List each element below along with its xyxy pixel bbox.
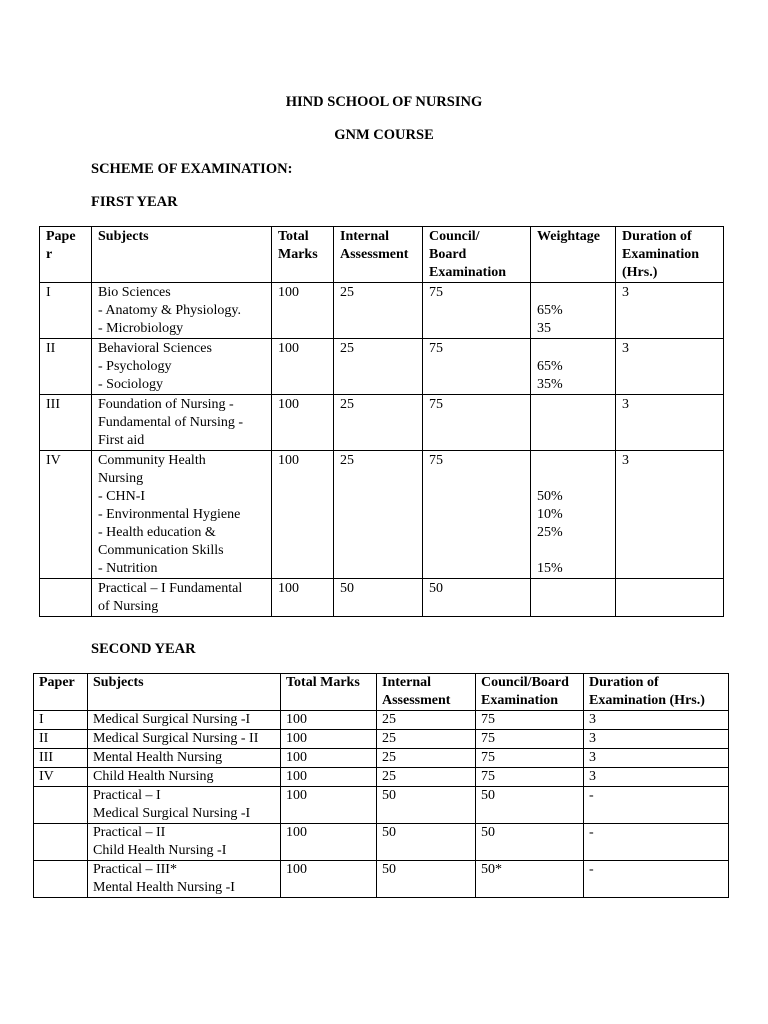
cell-paper-line: IV: [39, 769, 54, 784]
cell-total-line: 100: [278, 285, 299, 300]
cell-internal-line: 50: [382, 788, 396, 803]
table-row: [34, 730, 729, 749]
cell-internal-line: 25: [340, 397, 354, 412]
cell-paper: [34, 768, 88, 787]
cell-total: [272, 339, 334, 395]
cell-internal: [334, 339, 423, 395]
cell-subjects: [92, 451, 272, 579]
cell-subjects-line: - Health education &: [98, 525, 216, 540]
cell-council: [476, 730, 584, 749]
cell-council: [423, 339, 531, 395]
column-header-paper-line: Paper: [39, 675, 75, 690]
cell-weightage-line: [537, 470, 609, 488]
cell-weightage-line: 35: [537, 321, 551, 336]
second-year-table: [33, 673, 729, 898]
cell-duration: [616, 451, 724, 579]
cell-internal-line: 25: [340, 341, 354, 356]
cell-weightage: [531, 579, 616, 617]
cell-total-line: 100: [286, 712, 307, 727]
cell-subjects-line: Nursing: [98, 471, 144, 486]
cell-paper: [34, 861, 88, 898]
second-year-heading: SECOND YEAR: [91, 641, 196, 657]
column-header-council-line: Council/Board: [481, 675, 569, 690]
column-header-duration-line: Examination (Hrs.): [589, 693, 705, 708]
column-header-duration-line: Examination: [622, 247, 700, 262]
cell-total: [281, 730, 377, 749]
cell-subjects-line: - Anatomy & Physiology.: [98, 303, 241, 318]
cell-duration-line: 3: [622, 341, 629, 356]
cell-council-line: 75: [481, 769, 495, 784]
cell-duration: [584, 824, 729, 861]
cell-subjects-line: - Nutrition: [98, 561, 158, 576]
cell-subjects-line: Child Health Nursing -I: [93, 843, 227, 858]
cell-paper-line: [39, 787, 82, 805]
cell-paper-line: IV: [46, 453, 61, 468]
cell-weightage-line: [537, 580, 609, 598]
cell-subjects-line: Mental Health Nursing: [93, 750, 223, 765]
cell-paper: [34, 711, 88, 730]
cell-total: [281, 787, 377, 824]
cell-duration: [584, 768, 729, 787]
column-header-internal-line: Internal: [340, 229, 389, 244]
cell-subjects-line: First aid: [98, 433, 145, 448]
cell-subjects-line: Behavioral Sciences: [98, 341, 212, 356]
cell-duration-line: -: [589, 862, 594, 877]
cell-paper: [40, 283, 92, 339]
column-header-paper-line: r: [46, 247, 53, 262]
cell-council: [476, 861, 584, 898]
cell-council-line: 75: [481, 731, 495, 746]
cell-weightage: [531, 339, 616, 395]
cell-total-line: 100: [278, 581, 299, 596]
cell-weightage-line: [537, 396, 609, 414]
cell-internal: [334, 579, 423, 617]
column-header-council-line: Council/: [429, 229, 480, 244]
cell-duration: [616, 339, 724, 395]
cell-council-line: 75: [429, 397, 443, 412]
cell-duration: [616, 283, 724, 339]
column-header-paper-line: Pape: [46, 229, 76, 244]
cell-paper-line: [46, 580, 85, 598]
cell-council-line: 50: [481, 788, 495, 803]
column-header-total: [272, 227, 334, 283]
cell-total: [281, 749, 377, 768]
cell-paper-line: [39, 824, 82, 842]
column-header-total-line: Marks: [278, 247, 318, 262]
column-header-council: [423, 227, 531, 283]
cell-council-line: 75: [429, 453, 443, 468]
cell-subjects-line: Medical Surgical Nursing - II: [93, 731, 259, 746]
cell-council: [423, 451, 531, 579]
cell-council: [476, 711, 584, 730]
cell-subjects-line: - Microbiology: [98, 321, 184, 336]
cell-total-line: 100: [278, 453, 299, 468]
column-header-duration: [616, 227, 724, 283]
cell-weightage-line: 25%: [537, 525, 563, 540]
cell-council-line: 50*: [481, 862, 502, 877]
cell-duration-line: -: [589, 788, 594, 803]
cell-subjects: [88, 768, 281, 787]
cell-subjects: [92, 395, 272, 451]
cell-total-line: 100: [286, 769, 307, 784]
first-year-table: [39, 226, 724, 617]
cell-council-line: 75: [429, 341, 443, 356]
cell-internal: [377, 749, 476, 768]
column-header-weightage: [531, 227, 616, 283]
cell-total: [281, 824, 377, 861]
cell-subjects: [88, 824, 281, 861]
cell-duration-line: 3: [622, 285, 629, 300]
cell-weightage-line: 50%: [537, 489, 563, 504]
cell-subjects-line: - CHN-I: [98, 489, 146, 504]
cell-total-line: 100: [278, 397, 299, 412]
cell-subjects: [88, 749, 281, 768]
cell-total: [281, 768, 377, 787]
table-row: [40, 283, 724, 339]
cell-total-line: 100: [286, 750, 307, 765]
cell-total-line: 100: [286, 731, 307, 746]
column-header-total: [281, 674, 377, 711]
column-header-internal-line: Assessment: [340, 247, 409, 262]
cell-duration-line: [622, 580, 717, 598]
cell-subjects-line: Practical – I: [93, 788, 161, 803]
column-header-council-line: Board: [429, 247, 467, 262]
cell-subjects-line: - Environmental Hygiene: [98, 507, 241, 522]
cell-weightage-line: 65%: [537, 359, 563, 374]
cell-weightage: [531, 451, 616, 579]
cell-paper-line: III: [39, 750, 53, 765]
cell-total: [272, 283, 334, 339]
cell-paper-line: II: [39, 731, 49, 746]
cell-weightage-line: [537, 452, 609, 470]
cell-weightage: [531, 395, 616, 451]
cell-paper-line: II: [46, 341, 56, 356]
cell-internal-line: 25: [382, 712, 396, 727]
cell-duration-line: 3: [589, 769, 596, 784]
column-header-internal: [334, 227, 423, 283]
table-row: [40, 339, 724, 395]
school-title: HIND SCHOOL OF NURSING: [285, 94, 483, 110]
cell-total-line: 100: [286, 788, 307, 803]
cell-paper: [34, 730, 88, 749]
cell-subjects-line: Communication Skills: [98, 543, 224, 558]
cell-total: [272, 451, 334, 579]
cell-total-line: 100: [278, 341, 299, 356]
cell-subjects-line: Practical – I Fundamental: [98, 581, 243, 596]
cell-duration-line: 3: [589, 731, 596, 746]
cell-council: [476, 749, 584, 768]
cell-internal-line: 25: [382, 769, 396, 784]
cell-subjects-line: Foundation of Nursing -: [98, 397, 234, 412]
cell-paper: [34, 787, 88, 824]
table-header-row: [40, 227, 724, 283]
cell-total: [272, 579, 334, 617]
cell-duration: [584, 787, 729, 824]
column-header-total-line: Total: [278, 229, 309, 244]
cell-paper: [34, 824, 88, 861]
scheme-heading: SCHEME OF EXAMINATION:: [91, 161, 293, 177]
cell-internal: [377, 824, 476, 861]
cell-duration: [616, 395, 724, 451]
cell-subjects-line: of Nursing: [98, 599, 159, 614]
cell-paper-line: I: [39, 712, 44, 727]
cell-subjects-line: Medical Surgical Nursing -I: [93, 712, 251, 727]
table-row: [34, 749, 729, 768]
cell-internal-line: 25: [340, 285, 354, 300]
cell-weightage-line: [537, 542, 609, 560]
cell-council-line: 75: [429, 285, 443, 300]
cell-duration-line: 3: [622, 397, 629, 412]
cell-paper: [34, 749, 88, 768]
cell-internal: [377, 730, 476, 749]
cell-total: [281, 711, 377, 730]
cell-subjects: [92, 283, 272, 339]
cell-subjects: [88, 861, 281, 898]
cell-internal-line: 50: [382, 825, 396, 840]
cell-internal-line: 25: [382, 731, 396, 746]
cell-weightage-line: 35%: [537, 377, 563, 392]
cell-subjects-line: Mental Health Nursing -I: [93, 880, 235, 895]
column-header-council-line: Examination: [481, 693, 559, 708]
cell-total-line: 100: [286, 825, 307, 840]
cell-internal-line: 50: [340, 581, 354, 596]
cell-internal: [334, 451, 423, 579]
cell-paper: [40, 395, 92, 451]
column-header-council: [476, 674, 584, 711]
column-header-weightage-line: Weightage: [537, 229, 600, 244]
cell-duration: [584, 749, 729, 768]
cell-weightage-line: 10%: [537, 507, 563, 522]
cell-paper-line: [39, 861, 82, 879]
column-header-duration: [584, 674, 729, 711]
cell-subjects: [88, 787, 281, 824]
cell-paper-line: III: [46, 397, 60, 412]
cell-duration: [616, 579, 724, 617]
cell-internal-line: 50: [382, 862, 396, 877]
cell-total: [281, 861, 377, 898]
cell-paper-line: I: [46, 285, 51, 300]
cell-council: [476, 824, 584, 861]
cell-internal: [334, 395, 423, 451]
table-row: [40, 451, 724, 579]
cell-council: [423, 395, 531, 451]
course-title: GNM COURSE: [334, 127, 434, 143]
first-year-heading: FIRST YEAR: [91, 194, 178, 210]
cell-weightage: [531, 283, 616, 339]
column-header-subjects: [92, 227, 272, 283]
cell-duration-line: 3: [589, 750, 596, 765]
table-header-row: [34, 674, 729, 711]
cell-internal: [377, 861, 476, 898]
cell-weightage-line: [537, 284, 609, 302]
cell-council: [423, 283, 531, 339]
column-header-total-line: Total Marks: [286, 675, 360, 690]
cell-subjects: [88, 711, 281, 730]
cell-council: [476, 768, 584, 787]
cell-weightage-line: 65%: [537, 303, 563, 318]
column-header-subjects-line: Subjects: [93, 675, 144, 690]
table-row: [34, 787, 729, 824]
column-header-internal: [377, 674, 476, 711]
column-header-internal-line: Assessment: [382, 693, 451, 708]
cell-duration-line: 3: [622, 453, 629, 468]
cell-duration: [584, 711, 729, 730]
cell-subjects-line: Practical – II: [93, 825, 166, 840]
table-row: [40, 579, 724, 617]
cell-duration: [584, 730, 729, 749]
column-header-duration-line: Duration of: [622, 229, 692, 244]
cell-council-line: 50: [429, 581, 443, 596]
cell-council-line: 50: [481, 825, 495, 840]
cell-council: [423, 579, 531, 617]
table-row: [34, 711, 729, 730]
column-header-council-line: Examination: [429, 265, 507, 280]
cell-council-line: 75: [481, 712, 495, 727]
cell-paper: [40, 339, 92, 395]
cell-internal-line: 25: [340, 453, 354, 468]
cell-subjects-line: Practical – III*: [93, 862, 177, 877]
column-header-subjects: [88, 674, 281, 711]
cell-subjects-line: Medical Surgical Nursing -I: [93, 806, 251, 821]
cell-internal: [377, 711, 476, 730]
cell-weightage-line: 15%: [537, 561, 563, 576]
cell-subjects: [92, 579, 272, 617]
cell-subjects-line: Fundamental of Nursing -: [98, 415, 244, 430]
cell-paper: [40, 451, 92, 579]
cell-weightage-line: [537, 340, 609, 358]
table-row: [34, 861, 729, 898]
cell-total: [272, 395, 334, 451]
column-header-subjects-line: Subjects: [98, 229, 149, 244]
cell-subjects: [92, 339, 272, 395]
cell-duration-line: 3: [589, 712, 596, 727]
column-header-duration-line: Duration of: [589, 675, 659, 690]
column-header-duration-line: (Hrs.): [622, 265, 658, 280]
cell-subjects-line: Child Health Nursing: [93, 769, 214, 784]
cell-subjects-line: Community Health: [98, 453, 206, 468]
table-row: [34, 768, 729, 787]
cell-duration-line: -: [589, 825, 594, 840]
cell-council: [476, 787, 584, 824]
cell-council-line: 75: [481, 750, 495, 765]
column-header-paper: [40, 227, 92, 283]
cell-subjects-line: - Psychology: [98, 359, 172, 374]
table-row: [40, 395, 724, 451]
cell-paper: [40, 579, 92, 617]
cell-subjects-line: Bio Sciences: [98, 285, 171, 300]
cell-subjects: [88, 730, 281, 749]
cell-internal-line: 25: [382, 750, 396, 765]
cell-duration: [584, 861, 729, 898]
column-header-paper: [34, 674, 88, 711]
cell-subjects-line: - Sociology: [98, 377, 163, 392]
cell-internal: [377, 787, 476, 824]
cell-internal: [334, 283, 423, 339]
cell-internal: [377, 768, 476, 787]
cell-total-line: 100: [286, 862, 307, 877]
table-row: [34, 824, 729, 861]
column-header-internal-line: Internal: [382, 675, 431, 690]
